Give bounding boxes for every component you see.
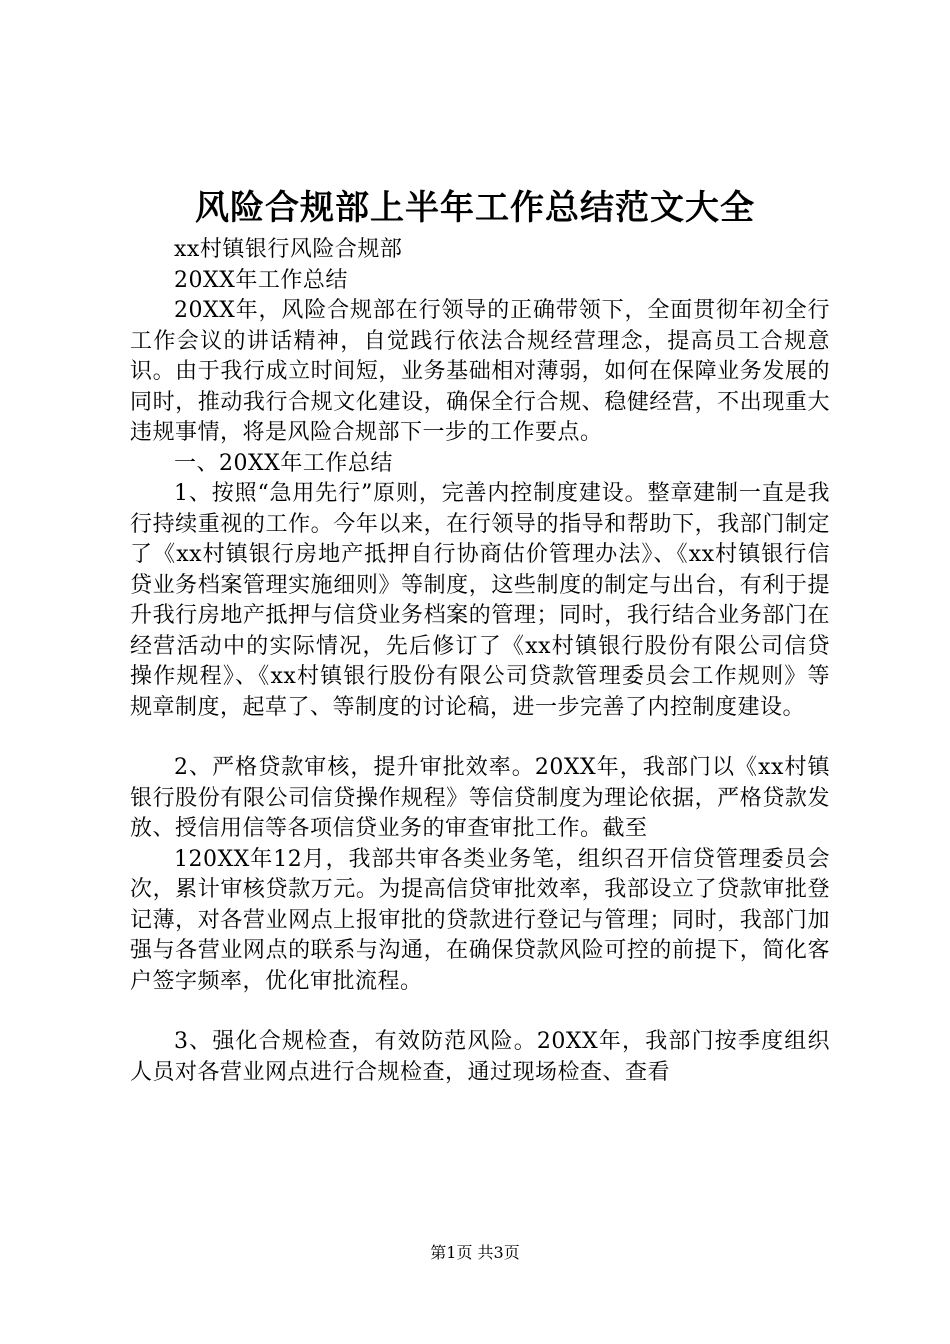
paragraph-item-2: 2、严格贷款审核，提升审批效率。20XX年，我部门以《xx村镇银行股份有限公司信贷操作规程》等信贷制度为理论依据，严格贷款发放、授信用信等各项信贷业务的审查审批工作。截至 [130,755,830,841]
paragraph-section-heading: 一、20XX年工作总结 [174,450,393,476]
paragraph-org-name: xx村镇银行风险合规部 [174,237,403,262]
page-footer: 第1页 共3页 [430,1243,520,1262]
document-title: 风险合规部上半年工作总结范文大全 [195,188,755,228]
paragraph-subtitle: 20XX年工作总结 [174,267,348,293]
paragraph-item-3: 3、强化合规检查，有效防范风险。20XX年，我部门按季度组织人员对各营业网点进行合规检查，通过现场检查、查看 [130,1029,830,1085]
paragraph-intro: 20XX年，风险合规部在行领导的正确带领下，全面贯彻年初全行工作会议的讲话精神，自觉践行依法合规经营理念，提高员工合规意识。由于我行成立时间短，业务基础相对薄弱，如何在保障业务发展的同时，推动我行合规文化建设，确保全行合规、稳健经营，不出现重大违规事情，将是风险合规部下一步的工作要点。 [130,298,830,445]
paragraph-item-1: 1、按照“急用先行”原则，完善内控制度建设。整章建制一直是我行持续重视的工作。今年以来，在行领导的指导和帮助下，我部门制定了《xx村镇银行房地产抵押自行协商估价管理办法》、《xx村镇银行信贷业务档案管理实施细则》等制度，这些制度的制定与出台，有利于提升我行房地产抵押与信贷业务档案的管理；同时，我行结合业务部门在经营活动中的实际情况，先后修订了《xx村镇银行股份有限公司信贷操作规程》、《xx村镇银行股份有限公司贷款管理委员会工作规则》等规章制度，起草了、等制度的讨论稿，进一步完善了内控制度建设。 [130,481,830,720]
document-body [130,235,830,1088]
paragraph-item-2-continued: 120XX年12月，我部共审各类业务笔，组织召开信贷管理委员会次，累计审核贷款万元。为提高信贷审批效率，我部设立了贷款审批登记薄，对各营业网点上报审批的贷款进行登记与管理；同时，我部门加强与各营业网点的联系与沟通，在确保贷款风险可控的前提下，简化客户签字频率，优化审批流程。 [130,846,830,994]
